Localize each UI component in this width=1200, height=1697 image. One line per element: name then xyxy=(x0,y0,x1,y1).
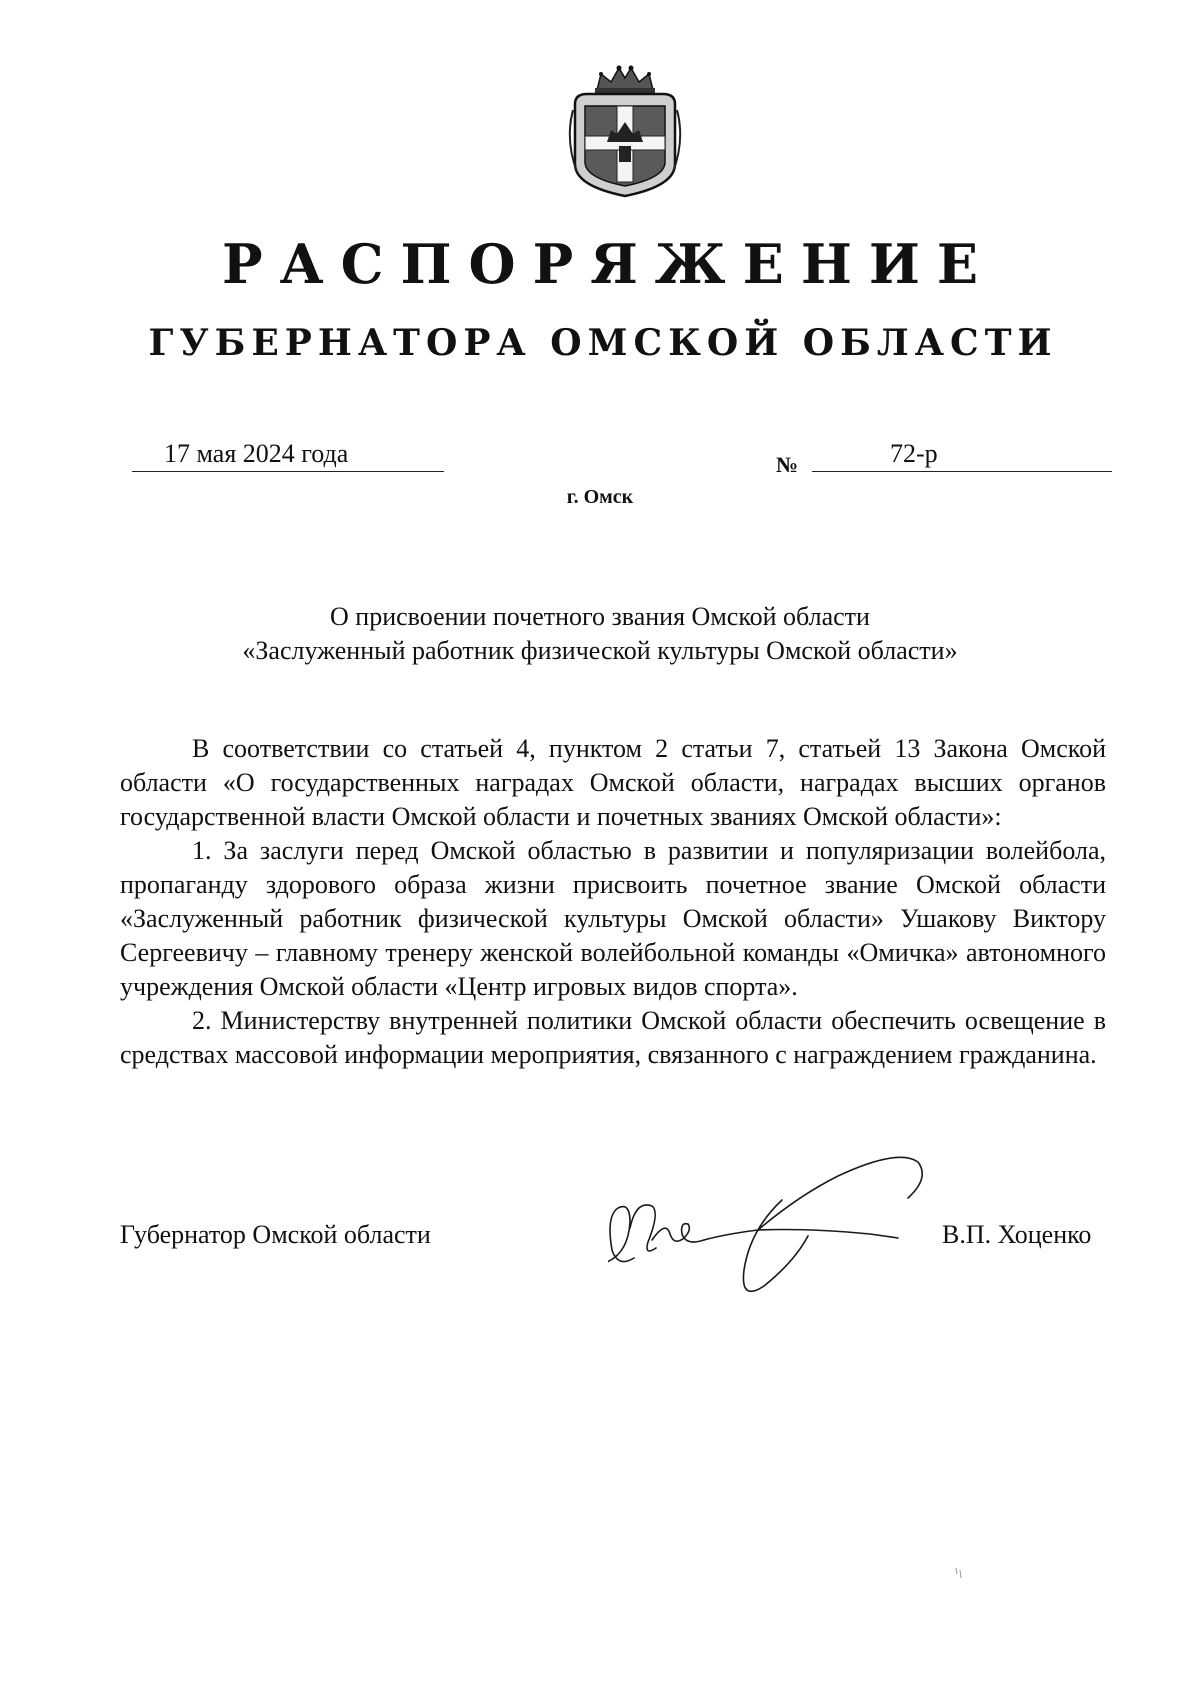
document-number: 72-р xyxy=(890,439,938,468)
document-city: г. Омск xyxy=(566,486,634,508)
date-field xyxy=(132,437,444,472)
coat-of-arms-icon xyxy=(567,60,683,198)
subject-line-1: О присвоении почетного звания Омской области xyxy=(330,602,870,631)
signatory-name: В.П. Хоценко xyxy=(942,1220,1092,1249)
item-1-paragraph: 1. За заслуги перед Омской областью в развитии и популяризации волейбола, пропаганду здорового образа жизни присвоить почетное звание Омской области «Заслуженный работник физической культуры Омской области» Ушакову Виктору Сергеевичу – главному тренеру женской волейбольной команды «Омичка» автономного учреждения Омской области «Центр игровых видов спорта». xyxy=(120,836,1106,1001)
item-2-paragraph: 2. Министерству внутренней политики Омской области обеспечить освещение в средствах массовой информации мероприятия, связанного с награждением гражданина. xyxy=(120,1006,1106,1069)
number-field xyxy=(812,437,1112,472)
preamble-paragraph: В соответствии со статьей 4, пунктом 2 статьи 7, статьей 13 Закона Омской области «О государственных наградах Омской области, наградах высших органов государственной власти Омской области и почетных званиях Омской области»: xyxy=(120,734,1106,831)
subject-line-2: «Заслуженный работник физической культуры Омской области» xyxy=(242,636,958,665)
document-subject xyxy=(0,600,1200,668)
number-sign: № xyxy=(776,452,799,477)
document-date: 17 мая 2024 года xyxy=(164,439,349,468)
document-issuer: ГУБЕРНАТОРА ОМСКОЙ ОБЛАСТИ xyxy=(148,322,1058,364)
scan-mark-icon xyxy=(954,1566,964,1580)
document-title: РАСПОРЯЖЕНИЕ xyxy=(221,232,996,296)
document-body xyxy=(120,732,1106,1072)
signatory-role: Губернатор Омской области xyxy=(120,1220,431,1249)
